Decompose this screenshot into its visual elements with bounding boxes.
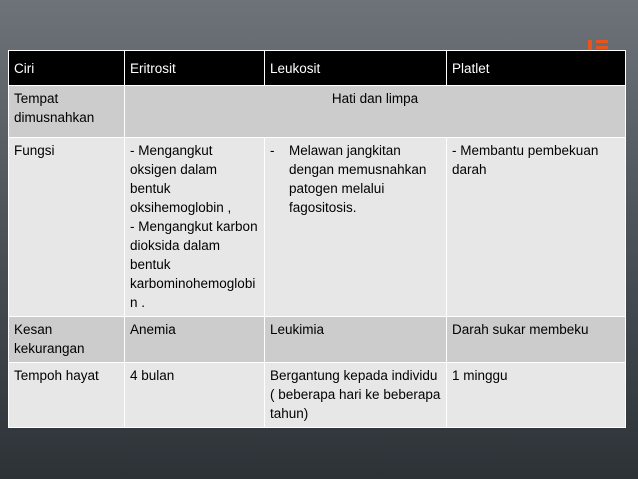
- fungsi-leukosit: [265, 138, 447, 317]
- fungsi-leukosit-text: Melawan jangkitan dengan memusnahkan patogen melalui fagositosis.: [289, 143, 427, 215]
- kesan-platlet: Darah sukar membeku: [447, 317, 626, 363]
- tempoh-platlet: 1 minggu: [447, 363, 626, 428]
- row-label-fungsi: Fungsi: [9, 138, 125, 317]
- tempoh-leukosit: Bergantung kepada individu ( beberapa hari ke beberapa tahun): [265, 363, 447, 428]
- tempoh-eritrosit: 4 bulan: [125, 363, 265, 428]
- fungsi-leukosit-item: [270, 141, 441, 217]
- header-ciri: Ciri: [9, 51, 125, 86]
- header-leukosit: Leukosit: [265, 51, 447, 86]
- accent-bar-top: [596, 40, 608, 43]
- table-row: [9, 317, 626, 363]
- kesan-eritrosit: Anemia: [125, 317, 265, 363]
- table-row: [9, 138, 626, 317]
- fungsi-eritrosit-line-2: - Mengangkut karbon dioksida dalam bentuk karbominohemoglobin .: [130, 219, 258, 310]
- accent-bar-bottom: [596, 46, 608, 49]
- header-row: [9, 51, 626, 86]
- tempat-value: Hati dan limpa: [125, 86, 626, 138]
- row-label-tempoh: Tempoh hayat: [9, 363, 125, 428]
- header-eritrosit: Eritrosit: [125, 51, 265, 86]
- fungsi-platlet: - Membantu pembekuan darah: [447, 138, 626, 317]
- table-row: [9, 363, 626, 428]
- bullet-dash: -: [270, 143, 275, 158]
- comparison-table: [8, 50, 626, 428]
- row-label-tempat: Tempat dimusnahkan: [9, 86, 125, 138]
- row-label-kesan: Kesan kekurangan: [9, 317, 125, 363]
- table-row: [9, 86, 626, 138]
- fungsi-eritrosit: [125, 138, 265, 317]
- header-platlet: Platlet: [447, 51, 626, 86]
- fungsi-eritrosit-line-1: - Mengangkut oksigen dalam bentuk oksihemoglobin ,: [130, 143, 232, 215]
- kesan-leukosit: Leukimia: [265, 317, 447, 363]
